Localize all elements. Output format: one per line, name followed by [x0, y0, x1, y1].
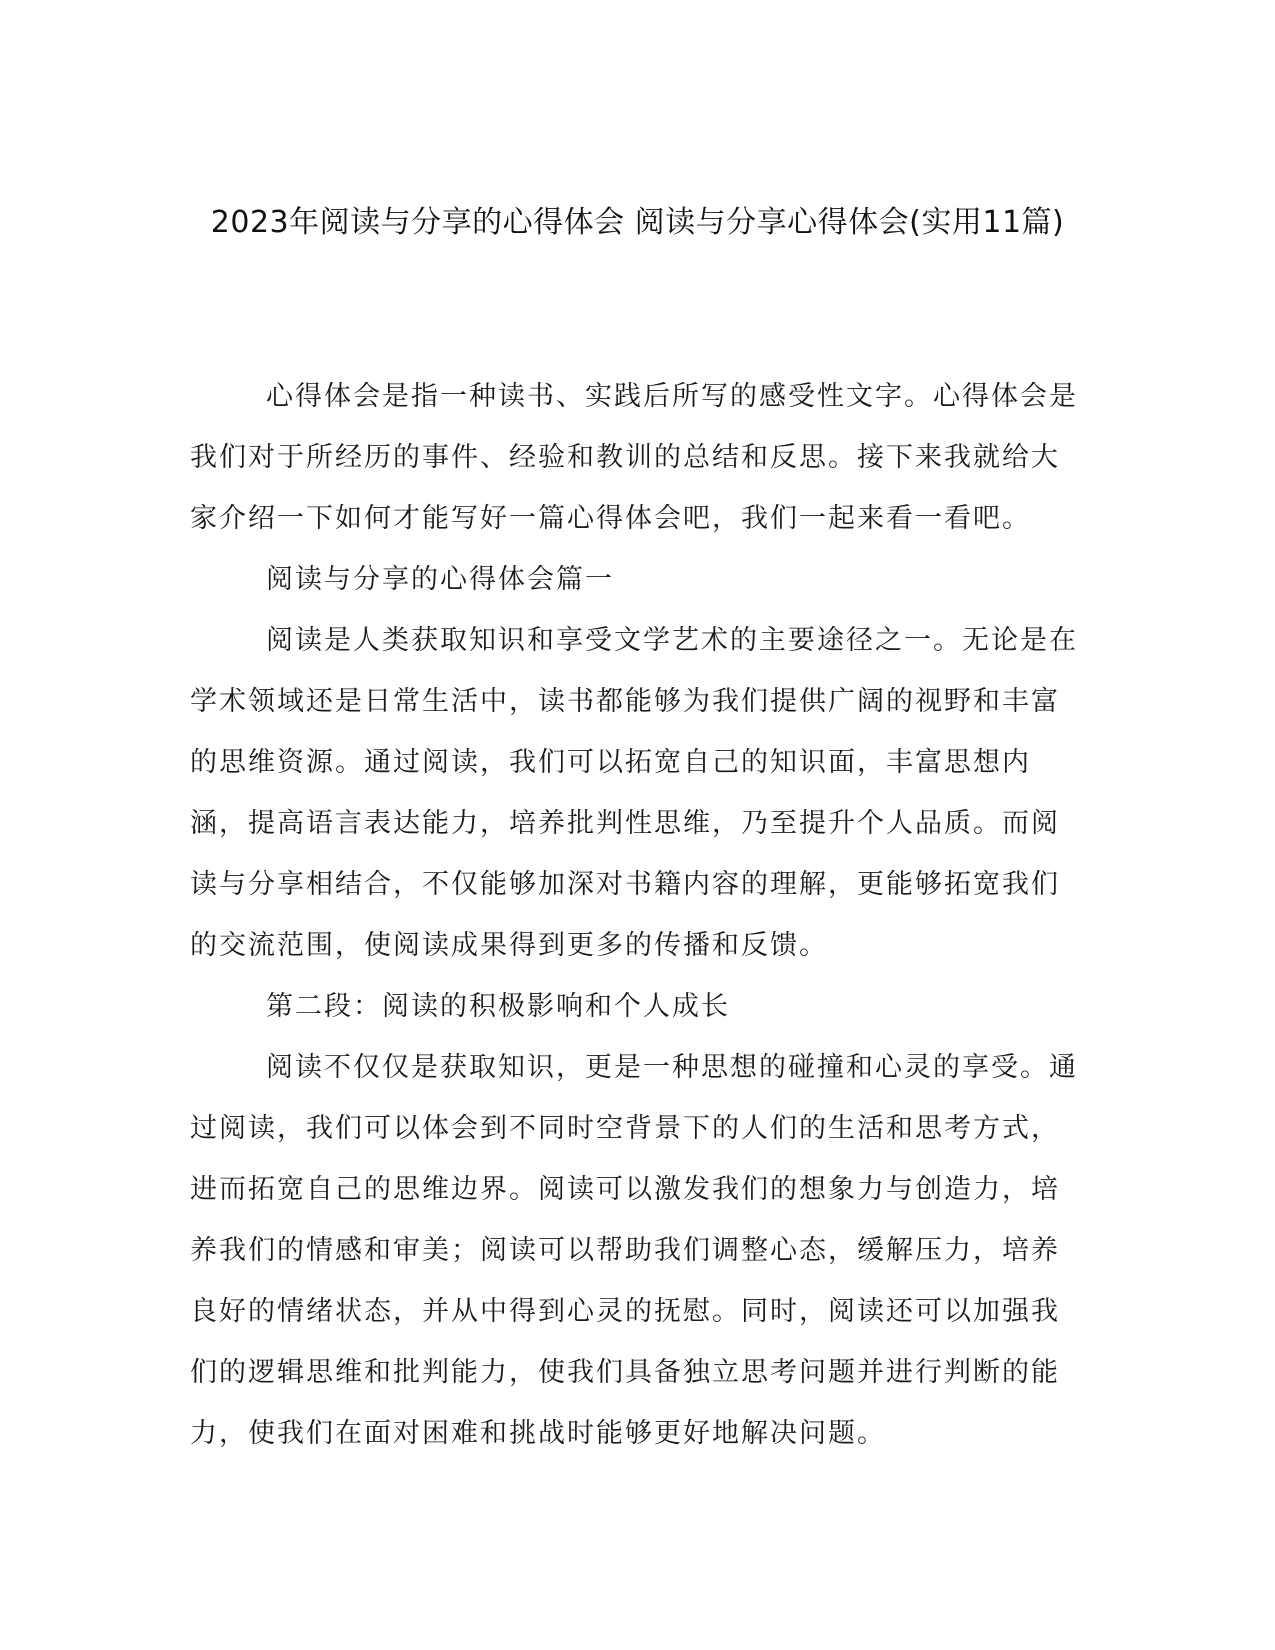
section-body-1: 阅读是人类获取知识和享受文学艺术的主要途径之一。无论是在学术领域还是日常生活中，读书都能够为我们提供广阔的视野和丰富的思维资源。通过阅读，我们可以拓宽自己的知识面，丰富思想内涵，提高语言表达能力，培养批判性思维，乃至提升个人品质。而阅读与分享相结合，不仅能够加深对书籍内容的理解，更能够拓宽我们的交流范围，使阅读成果得到更多的传播和反馈。 [190, 625, 1078, 961]
intro-paragraph: 心得体会是指一种读书、实践后所写的感受性文字。心得体会是我们对于所经历的事件、经验和教训的总结和反思。接下来我就给大家介绍一下如何才能写好一篇心得体会吧，我们一起来看一看吧。 [190, 381, 1078, 534]
section-body-2: 阅读不仅仅是获取知识，更是一种思想的碰撞和心灵的享受。通过阅读，我们可以体会到不同时空背景下的人们的生活和思考方式，进而拓宽自己的思维边界。阅读可以激发我们的想象力与创造力，培养我们的情感和审美；阅读可以帮助我们调整心态，缓解压力，培养良好的情绪状态，并从中得到心灵的抚慰。同时，阅读还可以加强我们的逻辑思维和批判能力，使我们具备独立思考问题并进行判断的能力，使我们在面对困难和挑战时能够更好地解决问题。 [190, 1052, 1078, 1449]
section-heading-1: 阅读与分享的心得体会篇一 [266, 564, 614, 595]
section-heading-2: 第二段：阅读的积极影响和个人成长 [266, 991, 730, 1022]
document-title: 2023年阅读与分享的心得体会 阅读与分享心得体会(实用11篇) [210, 205, 1065, 240]
